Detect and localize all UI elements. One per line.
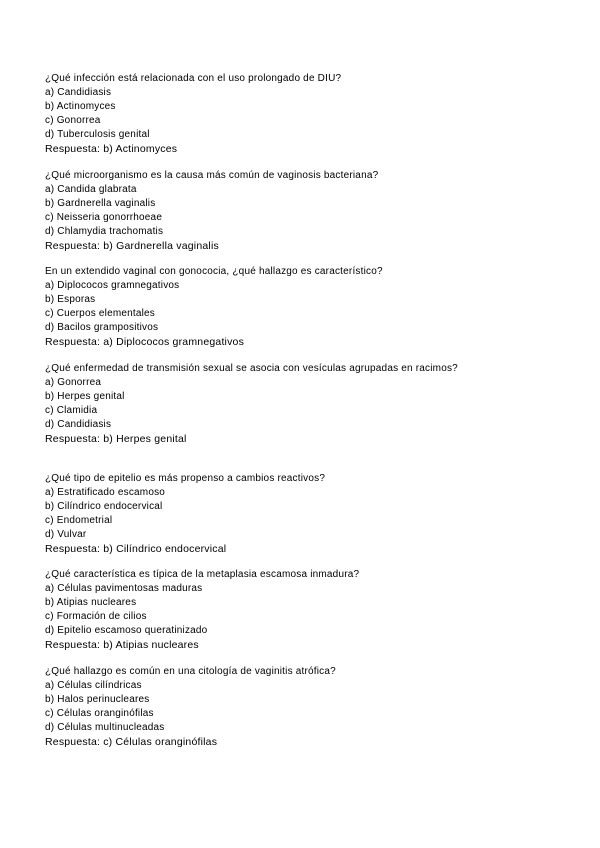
question-text: ¿Qué microorganismo es la causa más común de vaginosis bacteriana? xyxy=(45,169,379,181)
spacer xyxy=(45,446,565,472)
option-a: a) Gonorrea xyxy=(45,376,102,388)
answer-text: Respuesta: b) Gardnerella vaginalis xyxy=(45,239,219,252)
option-b: b) Atipias nucleares xyxy=(45,597,137,608)
spacer xyxy=(45,253,565,266)
spacer xyxy=(45,349,565,362)
option-c: c) Neisseria gonorrhoeae xyxy=(45,211,163,223)
spacer xyxy=(45,652,565,665)
option-a: a) Candida glabrata xyxy=(45,183,137,195)
option-d: d) Bacilos grampositivos xyxy=(45,322,159,333)
spacer xyxy=(45,156,565,169)
option-d: d) Células multinucleadas xyxy=(45,721,165,733)
question-block-7 xyxy=(45,665,565,749)
option-d: d) Chlamydia trachomatis xyxy=(45,225,164,237)
question-text: ¿Qué enfermedad de transmisión sexual se asocia con vesículas agrupadas en racimos? xyxy=(45,362,458,374)
question-block-6 xyxy=(45,568,565,652)
question-text: ¿Qué infección está relacionada con el uso prolongado de DIU? xyxy=(45,73,342,84)
option-a: a) Estratificado escamoso xyxy=(45,486,166,498)
option-d: d) Candidiasis xyxy=(45,418,112,430)
option-b: b) Herpes genital xyxy=(45,390,125,402)
option-b: b) Actinomyces xyxy=(45,101,116,112)
option-c: c) Endometrial xyxy=(45,514,113,526)
option-a: a) Diplococos gramnegativos xyxy=(45,280,180,291)
answer-text: Respuesta: a) Diplococos gramnegativos xyxy=(45,336,245,348)
question-block-3 xyxy=(45,265,565,349)
option-b: b) Gardnerella vaginalis xyxy=(45,197,156,209)
question-text: En un extendido vaginal con gonococia, ¿qué hallazgo es característico? xyxy=(45,266,383,277)
option-c: c) Cuerpos elementales xyxy=(45,308,156,319)
option-c: c) Células oranginófilas xyxy=(45,707,154,719)
option-a: a) Células pavimentosas maduras xyxy=(45,583,203,594)
option-a: a) Células cilíndricas xyxy=(45,679,142,691)
option-d: d) Vulvar xyxy=(45,528,87,540)
option-d: d) Tuberculosis genital xyxy=(45,129,150,140)
option-a: a) Candidiasis xyxy=(45,87,112,98)
option-c: c) Clamidia xyxy=(45,404,98,416)
answer-text: Respuesta: b) Herpes genital xyxy=(45,432,187,445)
question-text: ¿Qué característica es típica de la metaplasia escamosa inmadura? xyxy=(45,569,360,580)
option-b: b) Halos perinucleares xyxy=(45,693,150,705)
answer-text: Respuesta: b) Cilíndrico endocervical xyxy=(45,542,227,555)
option-d: d) Epitelio escamoso queratinizado xyxy=(45,625,208,636)
answer-text: Respuesta: c) Células oranginófilas xyxy=(45,735,218,748)
question-block-1 xyxy=(45,72,565,156)
question-block-2 xyxy=(45,169,565,253)
question-block-5 xyxy=(45,472,565,556)
question-text: ¿Qué tipo de epitelio es más propenso a cambios reactivos? xyxy=(45,472,326,484)
spacer xyxy=(45,556,565,569)
option-c: c) Formación de cilios xyxy=(45,611,147,622)
answer-text: Respuesta: b) Atipias nucleares xyxy=(45,639,199,651)
answer-text: Respuesta: b) Actinomyces xyxy=(45,143,178,155)
question-block-4 xyxy=(45,362,565,446)
option-b: b) Cilíndrico endocervical xyxy=(45,500,163,512)
option-b: b) Esporas xyxy=(45,294,96,305)
document-page xyxy=(45,72,565,749)
option-c: c) Gonorrea xyxy=(45,115,101,126)
question-text: ¿Qué hallazgo es común en una citología de vaginitis atrófica? xyxy=(45,665,336,677)
